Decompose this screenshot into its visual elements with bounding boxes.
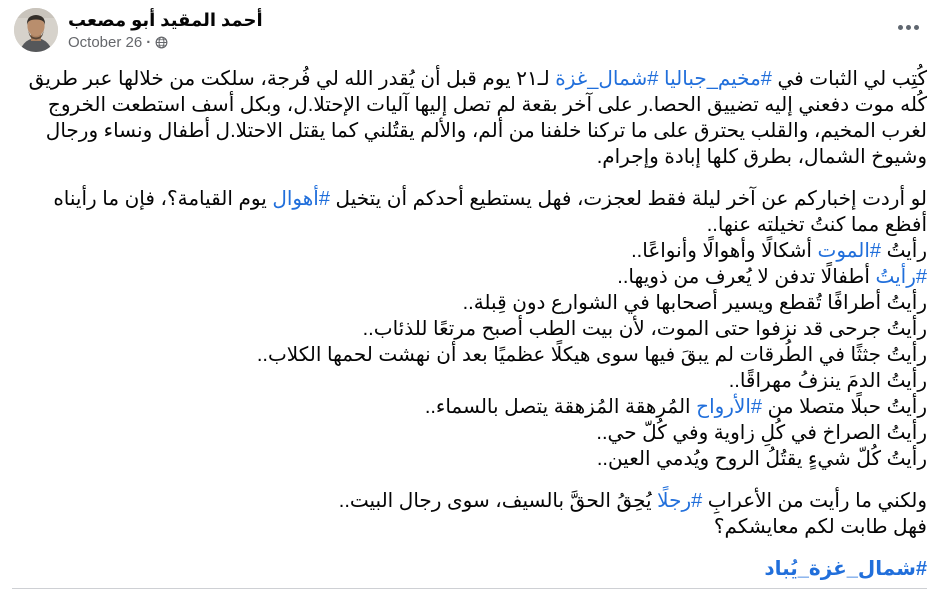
hashtag-link[interactable]: #أهوال	[272, 188, 330, 210]
post-text: رأيتُ	[881, 240, 927, 262]
header-text	[68, 8, 263, 52]
post-text: أطفالًا تدفن لا يُعرف من ذويها..	[617, 266, 876, 288]
hashtag-link[interactable]: #رأيتُ	[875, 266, 927, 288]
meta-separator: ·	[146, 34, 152, 51]
post-text: لو أردت إخباركم عن آخر ليلة فقط لعجزت، فهل يستطيع أحدكم أن يتخيل	[329, 188, 927, 210]
post-text: رأيتُ حبلًا متصلا من	[762, 396, 927, 418]
post-date[interactable]: October 26	[68, 34, 143, 51]
globe-icon	[155, 36, 168, 49]
post-footer-divider	[12, 588, 927, 589]
paragraph-witness	[12, 186, 927, 472]
avatar[interactable]	[14, 8, 58, 52]
post-text: رأيتُ الدمَ ينزفُ مهراقًا..	[728, 370, 927, 392]
post-meta	[68, 33, 263, 52]
paragraph-intro	[12, 66, 927, 170]
hashtag-link[interactable]: #الموت	[817, 240, 882, 262]
post-text: أشكالًا وأهوالًا وأنواعًا..	[631, 240, 818, 262]
hashtag-link[interactable]: #رجلًا	[657, 490, 703, 512]
hashtag-link[interactable]: #شمال_غزة_يُباد	[764, 558, 927, 580]
post-text: رأيتُ جرحى قد نزفوا حتى الموت، لأن بيت الطب أصبح مرتعًا للذئاب..	[362, 318, 927, 340]
paragraph-closing	[12, 488, 927, 540]
post-text: رأيتُ جثثًا في الطُرقات لم يبقَ فيها سوى هيكلًا عظميًا بعد أن نهشت لحمها الكلاب..	[256, 344, 927, 366]
profile-photo-icon	[14, 8, 58, 52]
post-text: رأيتُ كُلّ شيءٍ يقتُلُ الروح ويُدمي العين..	[596, 448, 927, 470]
final-hashtag	[12, 556, 927, 582]
post-text: لـ٢١ يوم قبل أن يُقدر الله لي فُرجة، سلكت من خلالها عبر طريق كُله موت دفعني إليه تضييق الحصا.ر على آخر بقعة لم تصل إليها آليات الإحتلا.ل، وبكل أسف استطعت الخروج لغرب المخيم، والقلب يحترق على ما تركنا خلفنا من ألم، والألم يقتُلني كما يقتل الاحتلا.ل أطفال ونساء ورجال وشيوخ الشمال، بطرق كلها إبادة وإجرام.	[28, 68, 927, 168]
post-body	[0, 56, 939, 582]
post-text: يُحِقُ الحقَّ بالسيف، سوى رجال البيت..	[338, 490, 658, 512]
post-header	[0, 0, 939, 56]
post-text: رأيتُ أطرافًا تُقطع ويسير أصحابها في الشوارع دون قِبلة..	[462, 292, 927, 314]
hashtag-link[interactable]: #شمال_غزة	[555, 68, 659, 90]
post-text: يوم القيامة؟، فإن ما رأيناه أفظع مما كنتُ تخيلته عنها..	[53, 188, 927, 236]
hashtag-link[interactable]: #مخيم_جباليا	[664, 68, 772, 90]
post-text: المُرهقة المُزهقة يتصل بالسماء..	[424, 396, 697, 418]
author-name[interactable]: أحمد المقيد أبو مصعب	[68, 10, 263, 30]
post-text: فهل طابت لكم معايشكم؟	[713, 516, 927, 538]
hashtag-link[interactable]: #الأرواح	[696, 396, 763, 418]
post-text: ولكني ما رأيت من الأعرابِ	[702, 490, 927, 512]
post-menu-button[interactable]	[891, 12, 925, 42]
post-text: كُتِب لي الثبات في	[771, 68, 927, 90]
post-text: رأيتُ الصراخ في كُلِ زاوية وفي كُلّ حي..	[596, 422, 927, 444]
ellipsis-icon	[898, 25, 919, 30]
